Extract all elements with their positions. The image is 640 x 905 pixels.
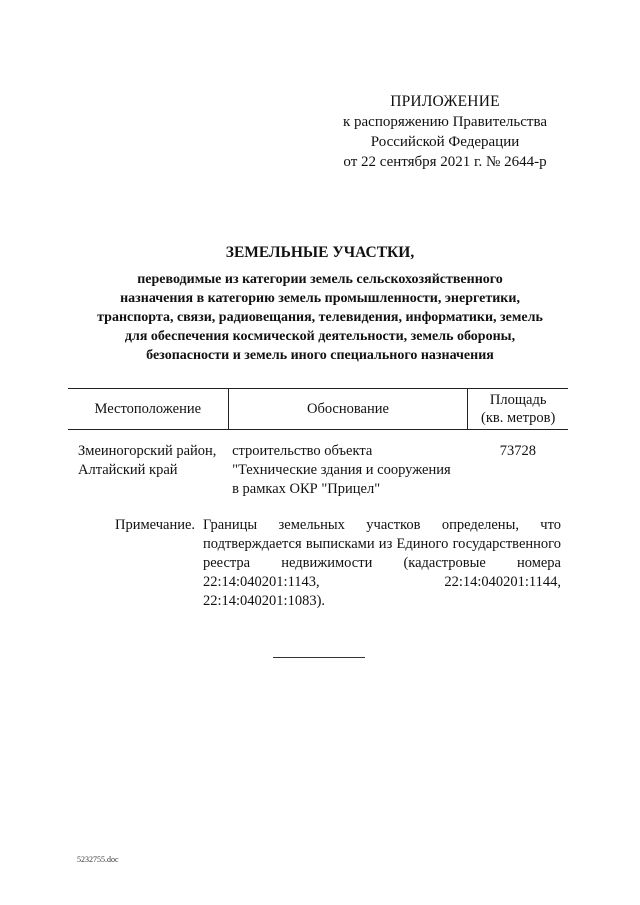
table-row [68,430,568,500]
header-area-line-1: Площадь [489,392,547,408]
cell-basis [228,430,468,500]
appendix-line-3: от 22 сентября 2021 г. № 2644-р [343,154,547,170]
cell-area: 73728 [499,443,537,459]
subtitle-line-5: безопасности и земель иного специального назначения [146,348,494,363]
subtitle-line-3: транспорта, связи, радиовещания, телевидения, информатики, земель [97,310,543,325]
appendix-line-1: к распоряжению Правительства [342,114,547,130]
subtitle-line-4: для обеспечения космической деятельности, земель обороны, [124,329,516,344]
land-plots-table-wrap [68,388,568,499]
cell-location [68,430,228,500]
appendix-line-2: Российской Федерации [370,134,520,150]
location-line-2: Алтайский край [78,462,178,478]
land-plots-table [68,388,568,499]
header-area [468,389,568,430]
document-subtitle [70,270,570,365]
header-location: Местоположение [68,389,228,430]
table-header-row [68,389,568,430]
basis-line-2: "Технические здания и сооружения [232,462,451,478]
appendix-title: ПРИЛОЖЕНИЕ [390,93,500,110]
document-title-block [70,243,570,365]
note-block [115,516,561,611]
subtitle-line-1: переводимые из категории земель сельскохозяйственного [137,272,503,287]
basis-line-3: в рамках ОКР "Прицел" [232,481,381,497]
closing-divider [273,657,365,658]
header-area-line-2: (кв. метров) [481,410,556,426]
file-reference: 5232755.doc [77,855,119,864]
header-basis: Обоснование [228,389,468,430]
note-label: Примечание. [115,517,196,533]
note-text: Границы земельных участков определены, что подтверждается выписками из Единого государственного реестра недвижимости (кадастровые номера 22:14:040201:1143, 22:14:040201:1144, 22:14:040201:1083). [203,517,561,609]
appendix-header [330,92,560,172]
document-title: ЗЕМЕЛЬНЫЕ УЧАСТКИ, [225,244,415,261]
location-line-1: Змеиногорский район, [78,443,217,459]
basis-line-1: строительство объекта [232,443,373,459]
subtitle-line-2: назначения в категорию земель промышленности, энергетики, [120,291,520,306]
